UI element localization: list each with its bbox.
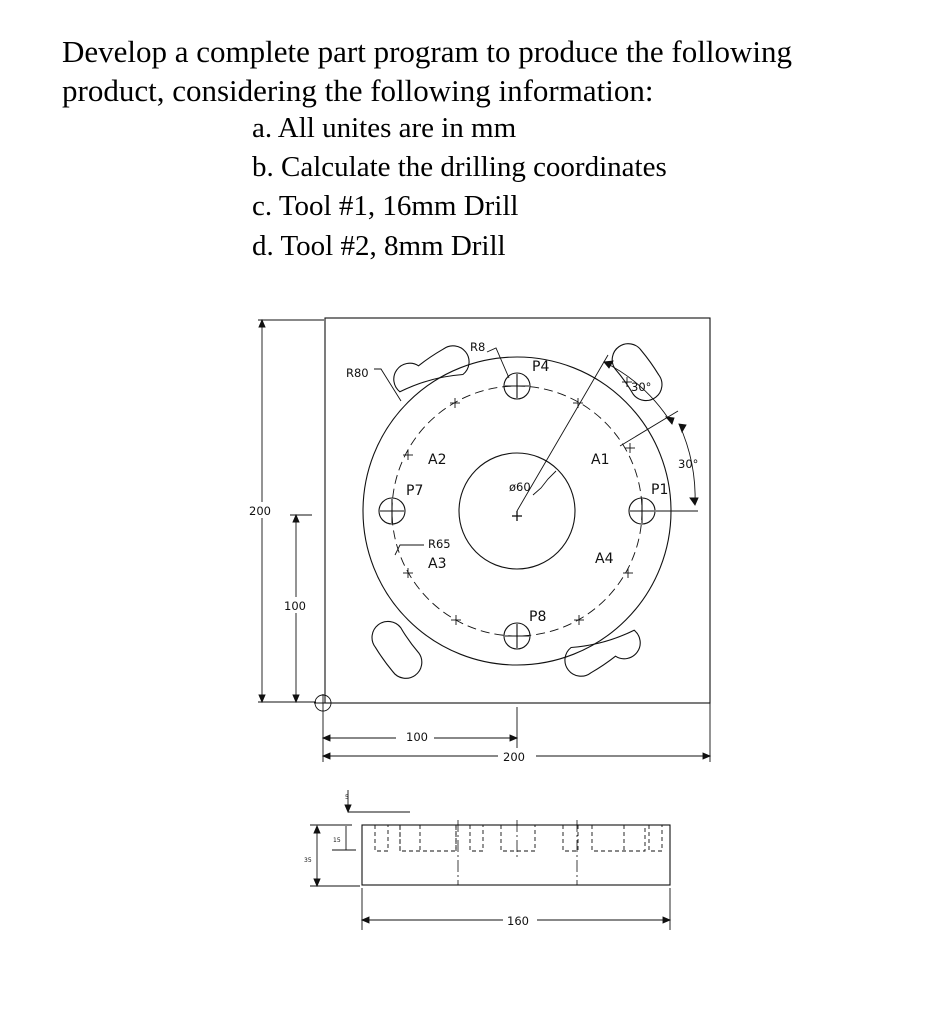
dimension-side-depth-a: 5 xyxy=(345,794,349,801)
radius-label-r8: R8 xyxy=(470,340,486,354)
slot-a3 xyxy=(372,621,422,678)
dimension-height-center: 100 xyxy=(284,599,306,613)
arc-label-a2: A2 xyxy=(428,452,447,468)
hole-p4 xyxy=(504,373,530,399)
angle-label-2: 30° xyxy=(678,457,699,471)
hole-p1 xyxy=(629,498,655,524)
requirement-units: a. All unites are in mm xyxy=(252,112,517,144)
radius-label-r80: R80 xyxy=(346,366,369,380)
side-view-centerlines xyxy=(458,820,577,885)
radius-label-r65: R65 xyxy=(428,537,451,551)
arc-label-a1: A1 xyxy=(591,452,610,468)
dimension-height-total: 200 xyxy=(249,504,271,518)
leader-lines xyxy=(374,348,556,555)
requirement-drilling-coordinates: b. Calculate the drilling coordinates xyxy=(252,151,667,183)
arc-label-a3: A3 xyxy=(428,556,447,572)
dimension-width-total: 200 xyxy=(503,750,525,764)
dimension-side-length: 160 xyxy=(507,914,529,928)
arc-label-a4: A4 xyxy=(595,551,614,567)
center-mark xyxy=(512,511,522,521)
angle-label-1: 30° xyxy=(631,380,652,394)
hole-p8 xyxy=(504,623,530,649)
problem-intro-line-1: Develop a complete part program to produce the following xyxy=(62,34,792,69)
dimension-side-depth-b: 15 xyxy=(333,837,341,844)
hole-p7 xyxy=(379,498,405,524)
requirement-tool-2: d. Tool #2, 8mm Drill xyxy=(252,230,506,262)
problem-intro-line-2: product, considering the following information: xyxy=(62,73,654,108)
side-view-dimensions xyxy=(310,790,670,930)
point-label-p4: P4 xyxy=(532,359,550,375)
dimension-width-center: 100 xyxy=(406,730,428,744)
side-view-hidden-lines xyxy=(375,825,662,851)
point-label-p7: P7 xyxy=(406,483,424,499)
angle-construction xyxy=(517,355,698,511)
slot-end-marks xyxy=(403,377,635,625)
requirement-tool-1: c. Tool #1, 16mm Drill xyxy=(252,190,519,222)
point-label-p8: P8 xyxy=(529,609,547,625)
point-label-p1: P1 xyxy=(651,482,669,498)
dimension-side-depth-c: 35 xyxy=(304,857,312,864)
center-hole-label: ø60 xyxy=(509,480,531,494)
